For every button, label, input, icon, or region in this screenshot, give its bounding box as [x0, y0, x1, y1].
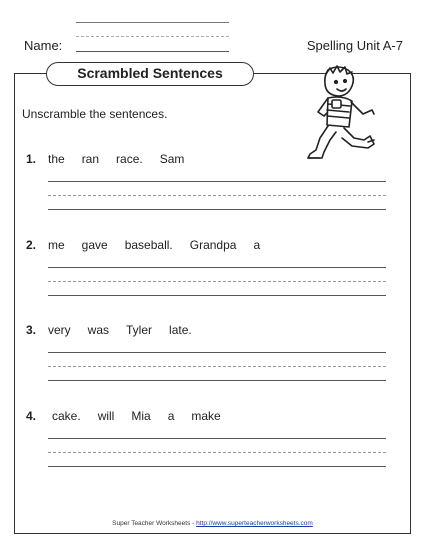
answer-line-bottom[interactable] [48, 466, 386, 467]
scrambled-words [48, 323, 209, 337]
footer-link[interactable]: http://www.superteacherworksheets.com [196, 520, 313, 527]
word: cake. [52, 409, 81, 423]
word: race. [116, 152, 143, 166]
word: Grandpa [189, 238, 237, 252]
name-field[interactable] [76, 51, 229, 52]
word: gave [81, 238, 108, 252]
answer-line-mid [48, 366, 386, 367]
answer-line-bottom[interactable] [48, 380, 386, 381]
word: Sam [159, 152, 185, 166]
question-number: 2. [26, 238, 37, 252]
answer-line-mid [48, 452, 386, 453]
word: a [167, 409, 175, 423]
word: very [48, 323, 71, 337]
question-number: 4. [26, 409, 37, 423]
question-1 [26, 152, 396, 222]
answer-line-top[interactable] [48, 352, 386, 353]
word: late. [169, 323, 192, 337]
name-dash-line [76, 36, 229, 37]
question-2 [26, 238, 396, 308]
name-label: Name: [24, 38, 63, 53]
answer-line-bottom[interactable] [48, 209, 386, 210]
answer-line-mid [48, 281, 386, 282]
scrambled-words [48, 238, 277, 252]
question-3 [26, 323, 396, 393]
question-4 [26, 409, 396, 479]
word: Mia [131, 409, 151, 423]
word: ran [81, 152, 100, 166]
answer-line-top[interactable] [48, 267, 386, 268]
word: the [48, 152, 65, 166]
word: was [87, 323, 110, 337]
question-number: 3. [26, 323, 37, 337]
answer-line-top[interactable] [48, 438, 386, 439]
word: make [191, 409, 221, 423]
question-number: 1. [26, 152, 37, 166]
scrambled-words [52, 409, 238, 423]
word: baseball. [124, 238, 173, 252]
footer-separator: - [192, 520, 195, 527]
word: will [97, 409, 115, 423]
word: Tyler [126, 323, 153, 337]
worksheet-title: Scrambled Sentences [46, 62, 254, 86]
scrambled-words [48, 152, 201, 166]
unit-label: Spelling Unit A-7 [306, 38, 403, 53]
instructions-text: Unscramble the sentences. [22, 107, 168, 121]
answer-line-mid [48, 195, 386, 196]
answer-line-bottom[interactable] [48, 295, 386, 296]
word: a [253, 238, 261, 252]
answer-line-top[interactable] [48, 181, 386, 182]
footer [0, 520, 425, 527]
name-top-line [76, 22, 229, 23]
word: me [48, 238, 65, 252]
footer-brand: Super Teacher Worksheets [112, 520, 191, 527]
